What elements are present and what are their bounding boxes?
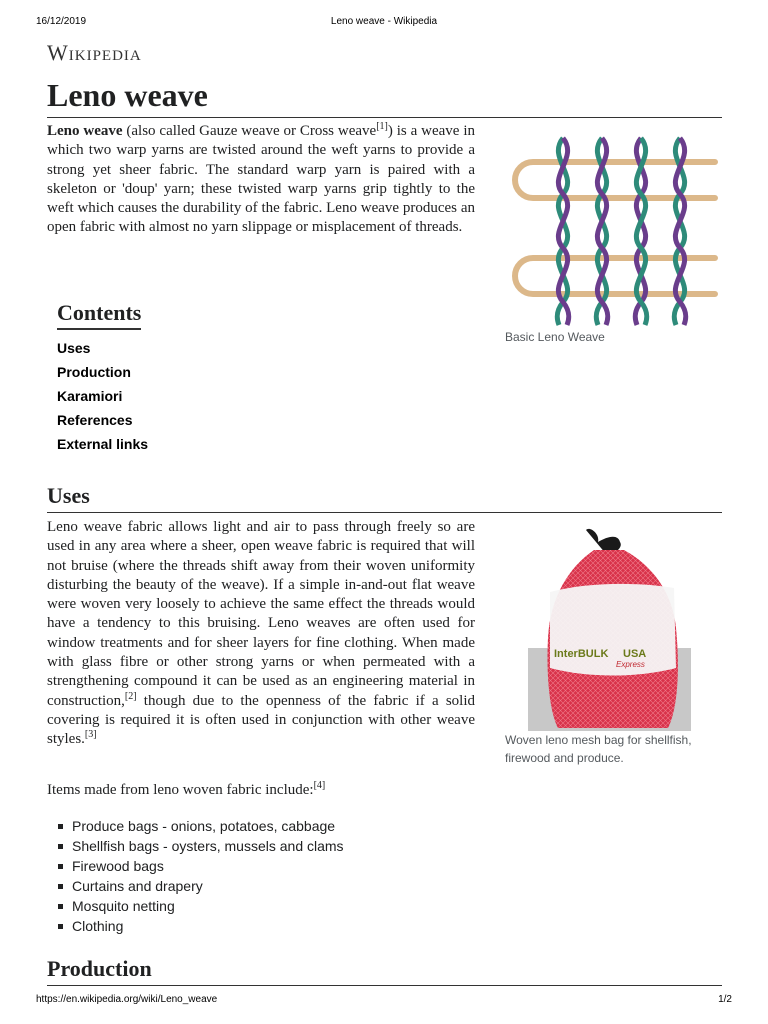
toc-item-karamiori[interactable]: Karamiori: [57, 388, 123, 404]
uses-text-2: though due to the openness of the fabric if a solid covering is required it is often used in conjunction with other weave styles.: [47, 692, 475, 748]
uses-heading: Uses: [47, 482, 722, 513]
table-of-contents: [57, 300, 148, 456]
print-url[interactable]: https://en.wikipedia.org/wiki/Leno_weave: [36, 994, 218, 1005]
toc-item-production[interactable]: Production: [57, 364, 131, 380]
list-item: Mosquito netting: [56, 896, 344, 916]
list-item: Curtains and drapery: [56, 876, 344, 896]
toc-title: Contents: [57, 300, 141, 330]
intro-text-2: ) is a weave in which two warp yarns are twisted around the weft yarns to provide a strong yet sheer fabric. The standard warp yarn is paired with a skeleton or 'doup' yarn; these twisted warp yarns grip tightly to the weft which causes the durability of the fabric. Leno weave produces an open fabric with almost no yarn slippage or misplacement of threads.: [47, 123, 475, 236]
print-page-number: 1/2: [718, 994, 732, 1005]
production-heading: Production: [47, 955, 722, 986]
print-date: 16/12/2019: [36, 16, 87, 27]
bag-brand-text: InterBULK: [554, 648, 609, 660]
ref-4-link[interactable]: [4]: [313, 780, 326, 791]
toc-item-references[interactable]: References: [57, 412, 133, 428]
intro-text-1: (also called Gauze weave or Cross weave: [122, 123, 377, 139]
ref-1-link[interactable]: [1]: [376, 121, 388, 132]
uses-paragraph: [47, 518, 475, 750]
figure2-caption: Woven leno mesh bag for shellfish, firewood and produce.: [505, 733, 692, 765]
list-item: Firewood bags: [56, 856, 344, 876]
ref-3-link[interactable]: [3]: [84, 729, 97, 741]
intro-bold-term: Leno weave: [47, 123, 123, 139]
toc-item-uses[interactable]: Uses: [57, 340, 91, 356]
list-item: Clothing: [56, 916, 344, 936]
intro-paragraph: [47, 122, 475, 238]
print-page-title: Leno weave - Wikipedia: [330, 16, 438, 27]
ref-2-link[interactable]: [2]: [124, 690, 137, 702]
mesh-bag-photo[interactable]: [528, 528, 691, 731]
figure1-caption: Basic Leno Weave: [505, 330, 605, 344]
bag-region-text: USA: [623, 648, 647, 660]
items-intro: [47, 781, 325, 800]
wikipedia-wordmark[interactable]: Wikipedia: [47, 40, 142, 65]
bag-sub-text: Express: [616, 660, 645, 669]
toc-item-external-links[interactable]: External links: [57, 436, 149, 452]
leno-weave-diagram[interactable]: [503, 130, 718, 330]
list-item: Produce bags - onions, potatoes, cabbage: [56, 816, 344, 836]
list-item: Shellfish bags - oysters, mussels and clams: [56, 836, 344, 856]
uses-text-1: Leno weave fabric allows light and air to pass through freely so are used in any area where a sheer, open weave fabric is required that will not bruise (where the threads shift away from their woven uniformity disturbing the beauty of the weave). If a simple in-and-out flat weave were woven very loosely to achieve the same effect the threads would have a tendency to this bruising. Leno weaves are often used for window treatments and for sheer layers for fine clothing. When made with glass fibre or other strong yarns or when permeated with a strengthening compound it can be used as an engineering material in construction,: [47, 519, 475, 709]
items-list: [56, 816, 344, 936]
bag-label-band: [550, 584, 676, 676]
items-intro-text: Items made from leno woven fabric include:: [47, 782, 314, 798]
page-title: Leno weave: [47, 75, 722, 118]
